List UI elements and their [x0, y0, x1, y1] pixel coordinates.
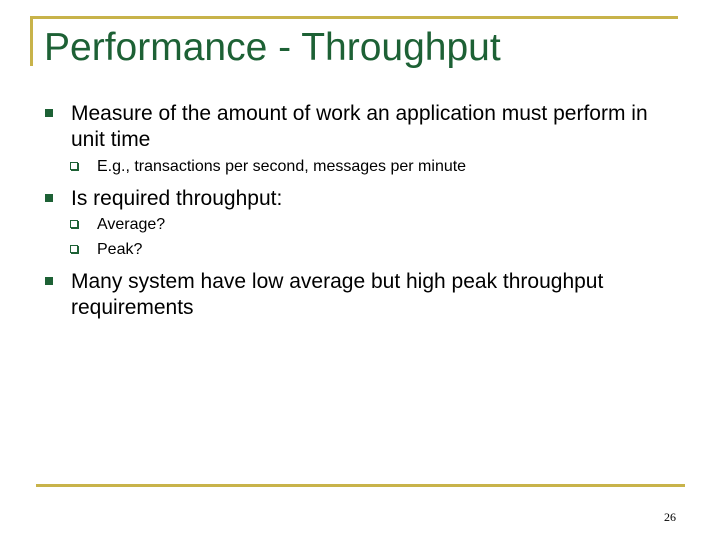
sub-bullet-item	[70, 157, 467, 175]
hollow-square-bullet-icon	[70, 220, 78, 228]
bullet-item	[45, 101, 648, 152]
hollow-square-bullet-icon	[70, 162, 78, 170]
hollow-square-bullet-icon	[70, 245, 78, 253]
sub-bullet-item	[70, 240, 143, 258]
frame-left-rule	[30, 16, 33, 66]
frame-top-rule	[30, 16, 678, 19]
slide-title: Performance - Throughput	[44, 26, 501, 69]
bullet-item	[45, 186, 283, 210]
square-bullet-icon	[45, 109, 53, 117]
sub-bullet-text: Average?	[97, 216, 166, 233]
bullet-text: Is required throughput:	[71, 187, 283, 210]
bullet-item	[45, 269, 604, 320]
page-number: 26	[664, 510, 676, 524]
bullet-text: Measure of the amount of work an application must perform in unit time	[71, 102, 648, 152]
sub-bullet-text: E.g., transactions per second, messages per minute	[97, 158, 467, 175]
frame-bottom-rule	[36, 484, 685, 487]
square-bullet-icon	[45, 194, 53, 202]
sub-bullet-item	[70, 215, 166, 233]
square-bullet-icon	[45, 277, 53, 285]
sub-bullet-text: Peak?	[97, 241, 143, 258]
bullet-text: Many system have low average but high peak throughput requirements	[71, 270, 604, 320]
